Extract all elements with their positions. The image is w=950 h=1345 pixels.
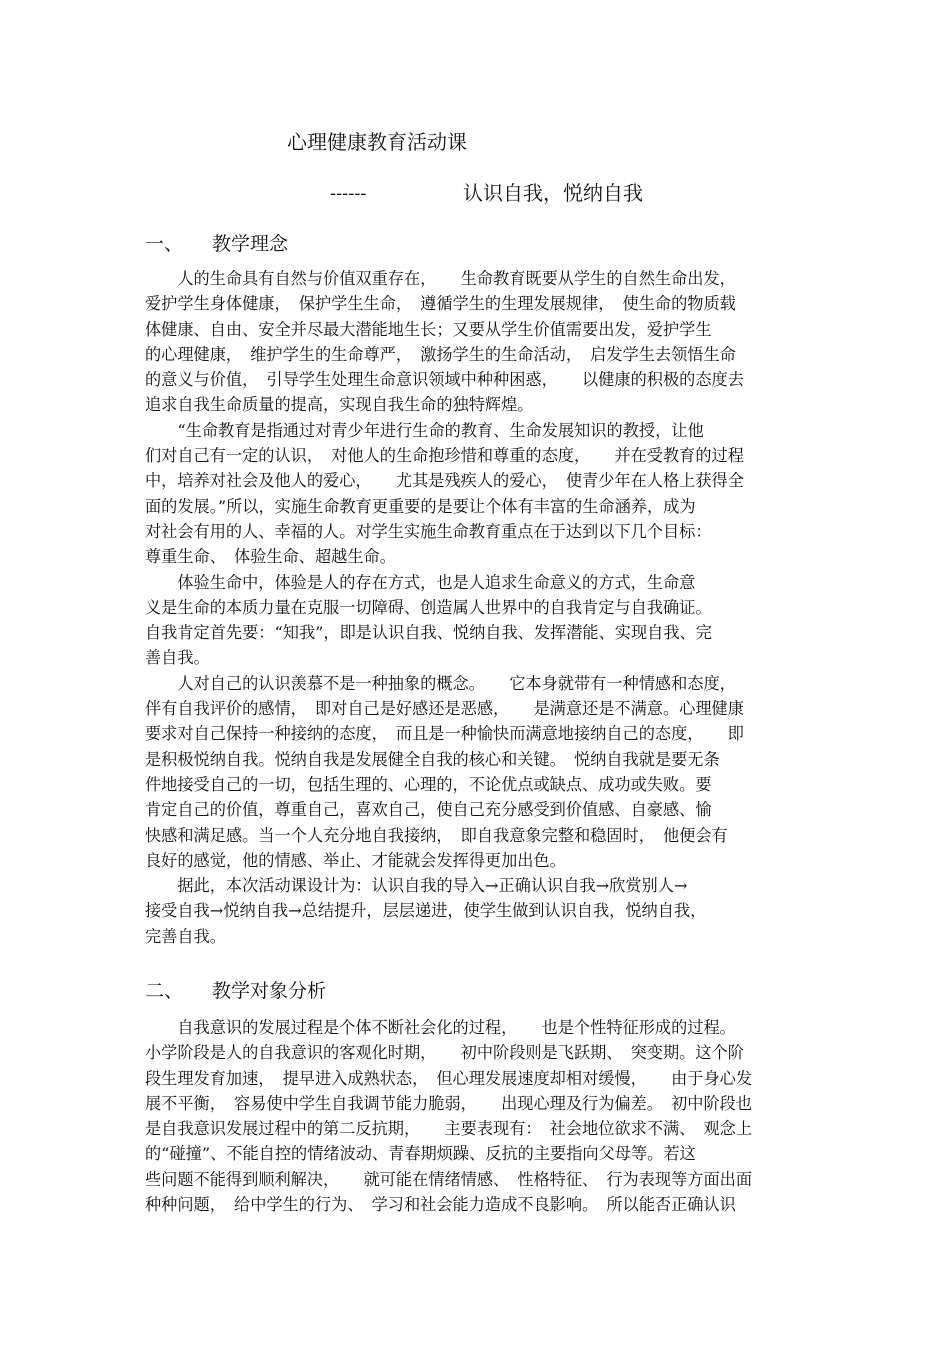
paragraph-line: 对社会有用的人、幸福的人。对学生实施生命教育重点在于达到以下几个目标： [145,521,712,541]
paragraph-line: 接受自我→悦纳自我→总结提升，层层递进，使学生做到认识自我，悦纳自我， [145,901,707,921]
paragraph-line: 是积极悦纳自我。悦纳自我是发展健全自我的核心和关键。 悦纳自我就是要无条 [145,749,720,769]
paragraph-line: 件地接受自己的一切，包括生理的、心理的，不论优点或缺点、成功或失败。要 [145,774,712,794]
paragraph-line: 段生理发育加速， 提早进入成熟状态， 但心理发展速度却相对缓慢， 由于身心发 [145,1068,753,1088]
paragraph-line: 伴有自我评价的感情， 即对自己是好感还是恶感， 是满意还是不满意。心理健康 [145,699,744,719]
paragraph-line: 展不平衡， 容易使中学生自我调节能力脆弱， 出现心理及行为偏差。 初中阶段也 [145,1093,753,1113]
paragraph-line: 中，培养对社会及他人的爱心， 尤其是残疾人的爱心， 使青少年在人格上获得全 [145,471,744,491]
section-number: 二、 [145,980,184,1002]
paragraph-line: 小学阶段是人的自我意识的客观化时期， 初中阶段则是飞跃期、 突变期。这个阶 [145,1043,744,1063]
paragraph-line: 自我肯定首先要：“知我”，即是认识自我、悦纳自我、发挥潜能、实现自我、完 [145,623,712,643]
paragraph-line: 完善自我。 [145,926,226,946]
paragraph-line: 肯定自己的价值，尊重自己，喜欢自己，使自己充分感受到价值感、自豪感、愉 [145,800,712,820]
paragraph-line: 追求自我生命质量的提高，实现自我生命的独特辉煌。 [145,395,534,415]
paragraph-line: 善自我。 [145,648,210,668]
paragraph-line: 爱护学生身体健康， 保护学生生命， 遵循学生的生理发展规律， 使生命的物质载 [145,294,736,314]
section-body-student-analysis [145,1015,815,1217]
paragraph-line: 的心理健康， 维护学生的生命尊严， 激扬学生的生命活动， 启发学生去领悟生命 [145,344,736,364]
paragraph-line: 些问题不能得到顺利解决， 就可能在情绪情感、 性格特征、 行为表现等方面出面 [145,1169,753,1189]
section-body-philosophy [145,266,815,949]
document-subtitle: 认识自我，悦纳自我 [463,181,643,205]
paragraph-line: 自我意识的发展过程是个体不断社会化的过程， 也是个性特征形成的过程。 [145,1018,736,1037]
paragraph-line: 据此，本次活动课设计为：认识自我的导入→正确认识自我→欣赏别人→ [145,876,688,896]
paragraph-line: 良好的感觉，他的情感、举止、才能就会发挥得更加出色。 [145,850,566,870]
paragraph-line: 要求对自己保持一种接纳的态度， 而且是一种愉快而满意地接纳自己的态度， 即 [145,724,744,744]
section-heading-text: 教学对象分析 [212,980,327,1002]
paragraph-line: 人对自己的认识羡慕不是一种抽象的概念。 它本身就带有一种情感和态度， [145,673,736,693]
paragraph-line: 人的生命具有自然与价值双重存在， 生命教育既要从学生的自然生命出发， [145,269,736,288]
section-heading-student-analysis [145,977,326,1005]
paragraph-line: 们对自己有一定的认识， 对他人的生命抱珍惜和尊重的态度， 并在受教育的过程 [145,446,744,466]
paragraph-line: 义是生命的本质力量在克服一切障碍、创造属人世界中的自我肯定与自我确证。 [145,597,712,617]
paragraph-line: 尊重生命、 体验生命、超越生命。 [145,547,396,567]
paragraph-line: 体验生命中，体验是人的存在方式，也是人追求生命意义的方式，生命意 [145,572,696,592]
section-heading-text: 教学理念 [212,233,289,255]
paragraph-line: 快感和满足感。当一个人充分地自我接纳， 即自我意象完整和稳固时， 他便会有 [145,825,728,845]
document-title: 心理健康教育活动课 [287,130,467,154]
section-heading-philosophy [145,230,288,258]
paragraph-line: 的意义与价值， 引导学生处理生命意识领域中种种困惑， 以健康的积极的态度去 [145,370,744,390]
paragraph-line: 的“碰撞”、不能自控的情绪波动、青春期烦躁、反抗的主要指向父母等。若这 [145,1144,696,1164]
paragraph-line: 面的发展。”所以，实施生命教育更重要的是要让个体有丰富的生命涵养，成为 [145,496,696,516]
paragraph-line: 种种问题， 给中学生的行为、 学习和社会能力造成不良影响。 所以能否正确认识 [145,1195,736,1215]
section-number: 一、 [145,233,184,255]
paragraph-line: 是自我意识发展过程中的第二反抗期， 主要表现有： 社会地位欲求不满、 观念上 [145,1119,753,1139]
paragraph-line: 体健康、自由、安全并尽最大潜能地生长；又要从学生价值需要出发，爱护学生 [145,319,712,339]
paragraph-line: “生命教育是指通过对青少年进行生命的教育、生命发展知识的教授，让他 [145,420,704,440]
subtitle-dash: ------ [330,183,367,204]
